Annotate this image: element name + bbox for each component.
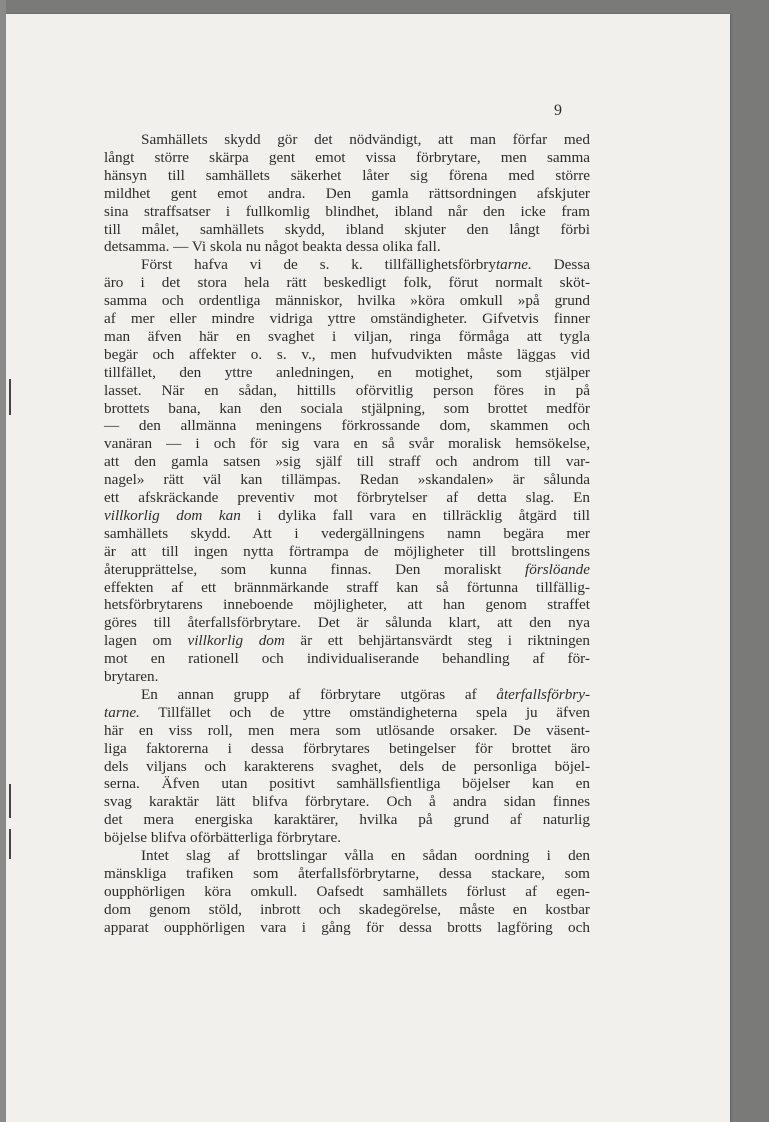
text-line: till målet, samhällets skydd, ibland skjuter den långt förbi xyxy=(104,220,590,238)
text-line: En annan grupp af förbrytare utgöras af återfallsförbry- xyxy=(141,685,590,703)
text-line: man äfven här en svaghet i viljan, ringa förmåga att tygla xyxy=(104,327,590,345)
text-line: göres till återfallsförbrytare. Det är sålunda klart, att den nya xyxy=(104,614,590,632)
margin-mark xyxy=(9,829,11,859)
text-line: tarne. Tillfället och de yttre omständigheterna spela ju äfven xyxy=(104,703,590,721)
margin-mark xyxy=(9,784,11,818)
text-line: är att till ingen nytta förtrampa de möjligheter till brottslingens xyxy=(104,542,590,560)
text-line: — den allmänna meningens förkrossande dom, skammen och xyxy=(104,417,590,435)
text-line: brytaren. xyxy=(104,668,159,685)
text-line: lasset. När en sådan, hittills oförvitlig person föres in på xyxy=(104,381,590,399)
text-line: liga faktorerna i dessa förbrytares betingelser för brottet äro xyxy=(104,739,590,757)
text-line: här en viss roll, men mera som utlösande orsaker. De väsent- xyxy=(104,721,590,739)
margin-mark xyxy=(9,379,11,415)
text-line: att den gamla satsen »sig själf till straff och androm till var- xyxy=(104,453,590,471)
text-line: oupphörligen köra omkull. Oafsedt samhällets förlust af egen- xyxy=(104,882,590,900)
text-line: apparat oupphörligen vara i gång för dessa brotts lagföring och xyxy=(104,918,590,936)
text-line: mänskliga trafiken som återfallsförbrytarne, dessa stackare, som xyxy=(104,864,590,882)
text-line: lagen om villkorlig dom är ett behjärtansvärdt steg i riktningen xyxy=(104,632,590,650)
text-line: äro i det stora hela rätt beskedligt folk, förut normalt sköt- xyxy=(104,274,590,292)
text-line: återupprättelse, som kunna finnas. Den moraliskt förslöande xyxy=(104,560,590,578)
text-line: effekten af ett brännmärkande straff kan så förtunna tillfällig- xyxy=(104,578,590,596)
text-line: samhällets skydd. Att i vedergällningens namn begära mer xyxy=(104,524,590,542)
text-line: dom genom stöld, inbrott och skadegörelse, måste en kostbar xyxy=(104,900,590,918)
text-line: Samhällets skydd gör det nödvändigt, att man förfar med xyxy=(141,131,590,148)
document-page xyxy=(6,14,730,1122)
text-line: tillfället, den yttre anledningen, en motighet, som stjälper xyxy=(104,363,590,381)
text-line: detsamma. — Vi skola nu något beakta dessa olika fall. xyxy=(104,238,441,256)
text-line: samma och ordentliga människor, hvilka »köra omkull »på grund xyxy=(104,292,590,310)
text-line: sina straffsatser i fullkomlig blindhet, ibland når den icke fram xyxy=(104,202,590,220)
text-line: Intet slag af brottslingar vålla en sådan oordning i den xyxy=(141,847,590,864)
text-line: dels viljans och karakterens svaghet, dels de personliga böjel- xyxy=(104,757,590,775)
text-line: vanäran — i och för sig vara en så svår moralisk hemsökelse, xyxy=(104,435,590,453)
text-line: brottets bana, kan den sociala stjälpning, som brottet medför xyxy=(104,399,590,417)
text-line: villkorlig dom kan i dylika fall vara en tillräcklig åtgärd till xyxy=(104,506,590,524)
text-line: hänsyn till samhällets säkerhet låter sig förena med större xyxy=(104,166,590,184)
text-line: mildhet gent emot andra. Den gamla rättsordningen afskjuter xyxy=(104,184,590,202)
text-line: ett afskräckande preventiv mot förbrytelser af detta slag. En xyxy=(104,489,590,506)
text-line: svag karaktär lätt blifva förbrytare. Och å andra sidan finnes xyxy=(104,793,590,811)
text-line: det mera energiska karaktärer, hvilka på grund af naturlig xyxy=(104,811,590,829)
text-line: böjelse blifva oförbätterliga förbrytare. xyxy=(104,829,341,847)
text-line: mot en rationell och individualiserande behandling af för- xyxy=(104,650,590,668)
page-number: 9 xyxy=(554,102,562,119)
text-line: Först hafva vi de s. k. tillfällighetsförbrytarne. Dessa xyxy=(141,256,590,274)
text-line: af mer eller mindre vidriga yttre omständigheter. Gifvetvis finner xyxy=(104,310,590,327)
text-line: hetsförbrytarens inneboende möjligheter, att han genom straffet xyxy=(104,596,590,614)
text-line: serna. Äfven utan positivt samhällsfientliga böjelser kan en xyxy=(104,775,590,793)
text-line: begär och affekter o. s. v., men hufvudvikten måste läggas vid xyxy=(104,345,590,363)
text-line: nagel» rätt väl kan tillämpas. Redan »skandalen» är sålunda xyxy=(104,471,590,489)
text-line: långt större skärpa gent emot vissa förbrytare, men samma xyxy=(104,148,590,166)
